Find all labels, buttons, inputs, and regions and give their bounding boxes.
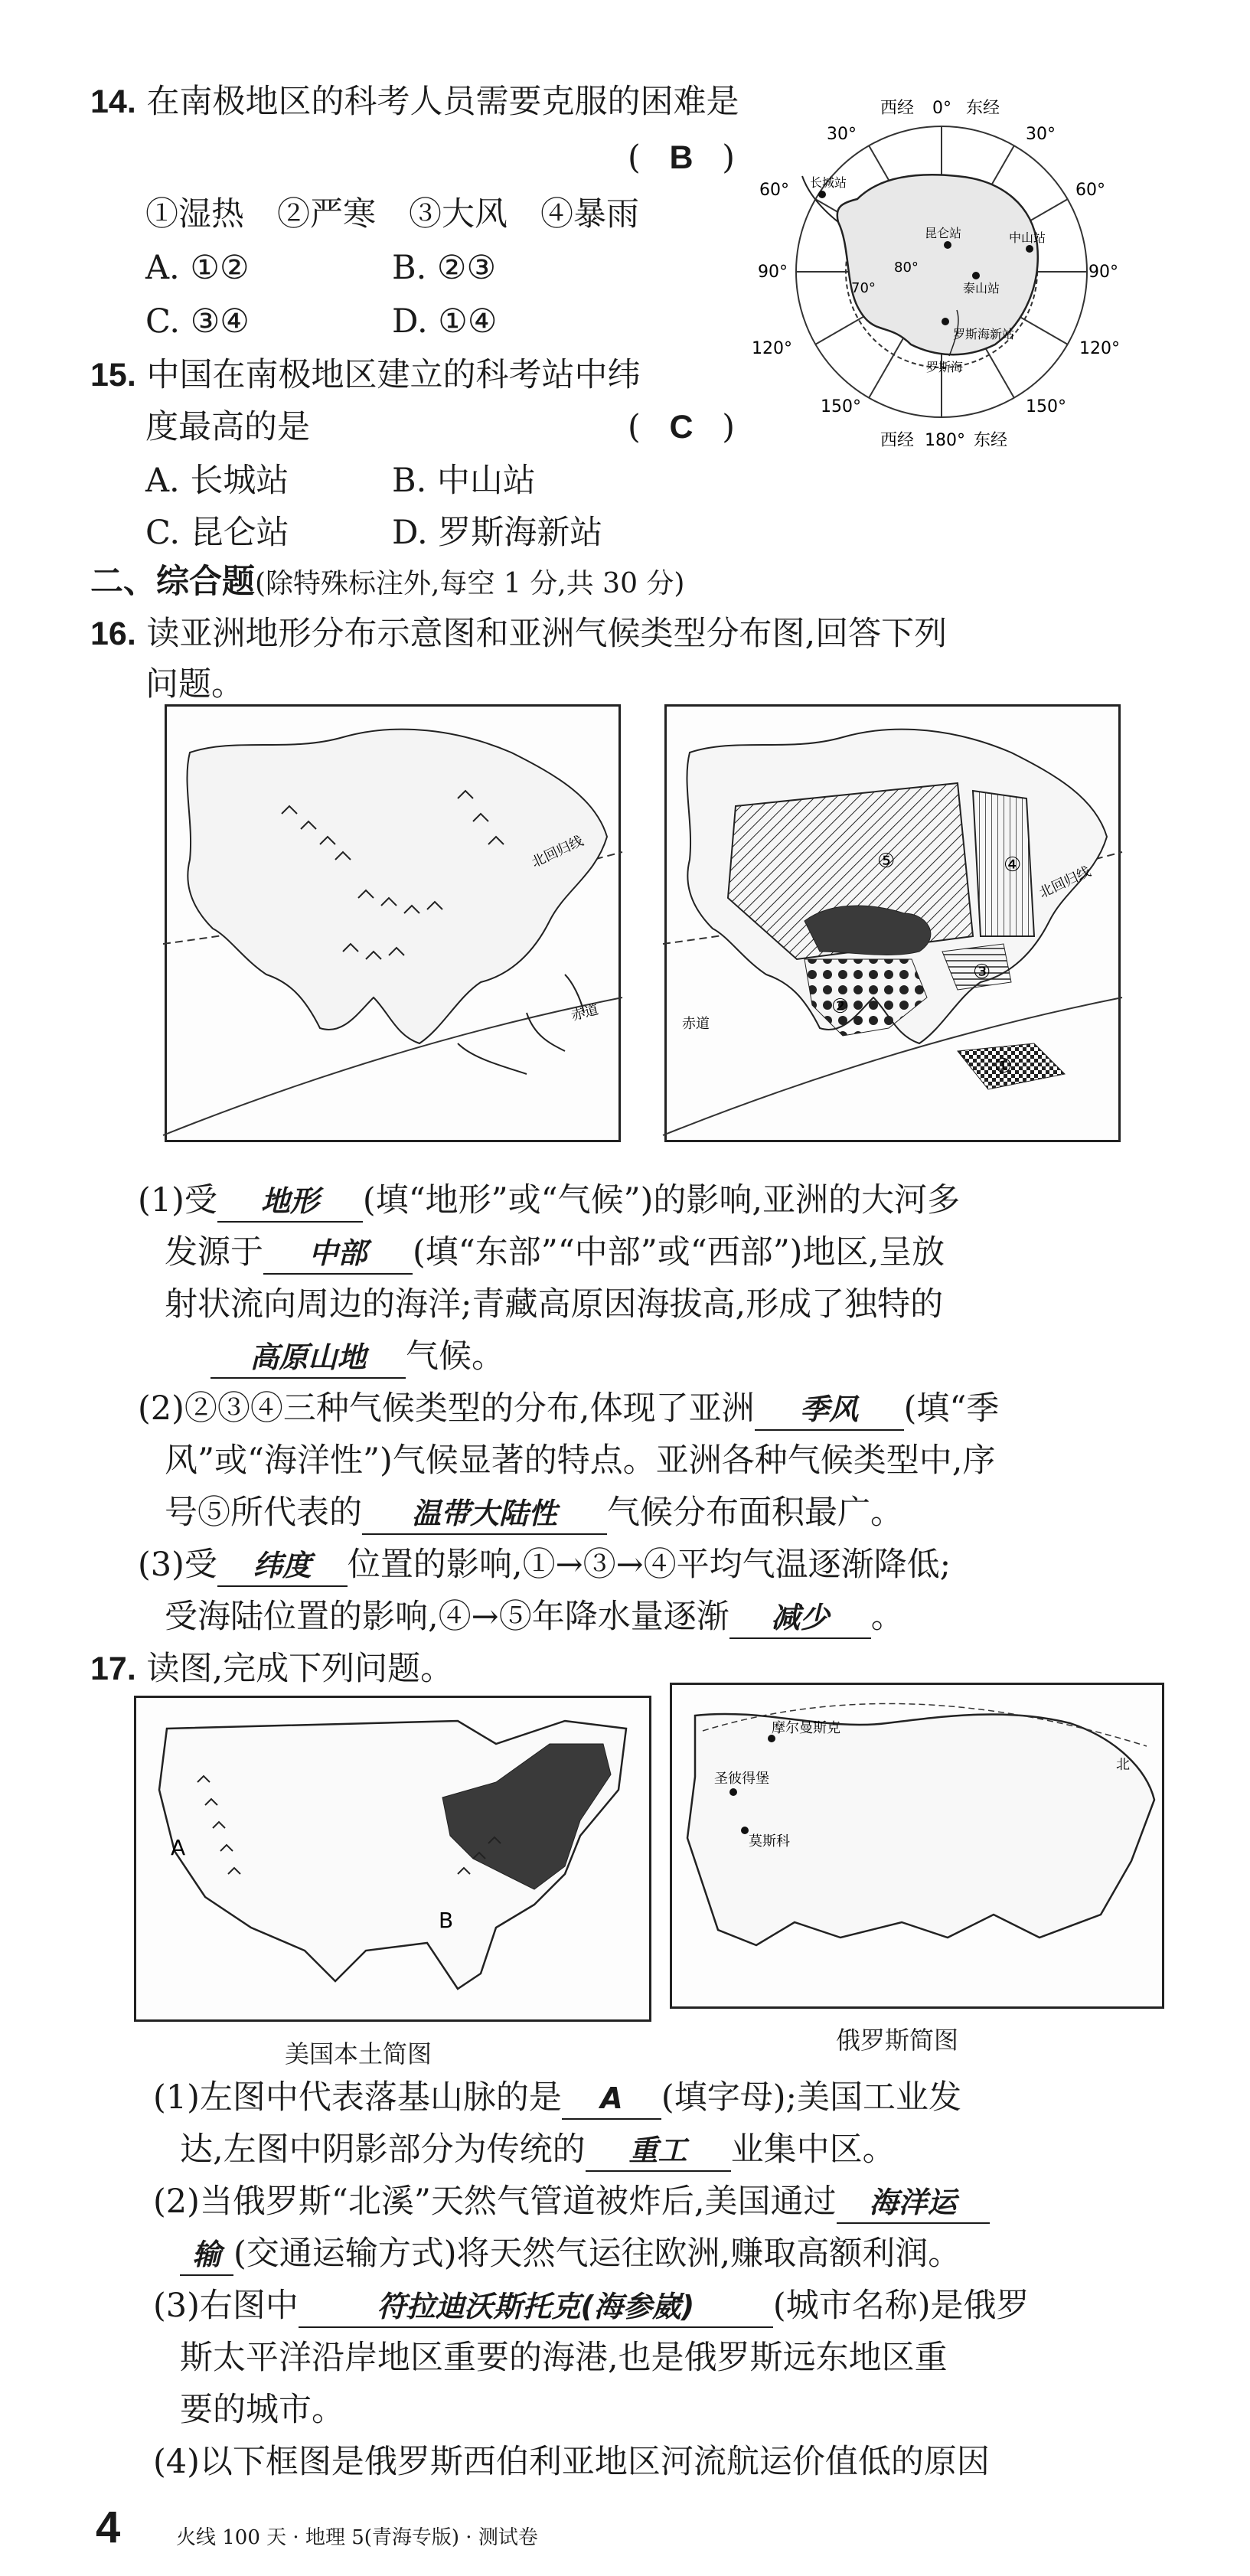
q16-p1-line3: 射状流向周边的海洋;青藏高原因海拔高,形成了独特的 — [165, 1285, 944, 1324]
q17-p1-answer-1: A — [562, 2078, 661, 2120]
russia-outline — [687, 1714, 1154, 1945]
q15-option-c: C. 昆仑站 — [145, 514, 289, 552]
label-90e: 90° — [1088, 263, 1118, 282]
q16-p1-line1: (1)受 地形 (填“地形”或“气候”)的影响,亚洲的大河多 — [138, 1179, 960, 1223]
russia-map-caption: 俄罗斯简图 — [836, 2026, 959, 2055]
q17-p3-line2: 斯太平洋沿岸地区重要的海港,也是俄罗斯远东地区重 — [180, 2339, 948, 2377]
usa-map-caption: 美国本土简图 — [285, 2039, 432, 2068]
changcheng-station-marker — [818, 191, 826, 198]
q16-stem-2: 问题。 — [145, 665, 244, 704]
label-luosihai-station: 罗斯海新站 — [953, 327, 1015, 341]
label-60e: 60° — [1075, 181, 1105, 200]
label-30w: 30° — [827, 125, 857, 144]
q17-p3-answer-1: 符拉迪沃斯托克(海参崴) — [299, 2287, 773, 2328]
page-number: 4 — [96, 2503, 121, 2552]
climate-marker-2: ② — [831, 995, 850, 1018]
q16-number: 16. — [90, 615, 136, 652]
q14-items: ①湿热 ②严寒 ③大风 ④暴雨 — [145, 195, 639, 233]
label-north: 北 — [1116, 1757, 1130, 1773]
climate-marker-5: ⑤ — [877, 850, 896, 873]
label-stpetersburg: 圣彼得堡 — [714, 1771, 769, 1787]
q15-stem-2: 度最高的是 — [145, 408, 310, 446]
usa-map — [134, 1696, 651, 2022]
q15-option-a: A. 长城站 — [145, 462, 289, 500]
q17-number: 17. — [90, 1650, 136, 1687]
q16-p2-answer-1: 季风 — [755, 1389, 904, 1431]
usa-label-b: B — [439, 1908, 454, 1933]
asia-climate-map — [664, 704, 1121, 1142]
q17-p1-answer-2: 重工 — [586, 2130, 731, 2172]
moscow-marker — [741, 1827, 749, 1834]
q16-p2-line1: (2)②③④三种气候类型的分布,体现了亚洲 季风 (填“季 — [138, 1387, 999, 1431]
q16-p1-line2: 发源于 中部 (填“东部”“中部”或“西部”)地区,呈放 — [165, 1231, 945, 1275]
q14-answer-paren: ( B ) — [628, 139, 735, 177]
label-ross-sea: 罗斯海 — [926, 360, 964, 374]
q17-p2-answer-1a: 海洋运 — [837, 2183, 990, 2224]
usa-label-a: A — [171, 1835, 186, 1860]
section2-note: (除特殊标注外,每空 1 分,共 30 分) — [255, 568, 685, 599]
label-180deg: 180° — [925, 431, 965, 450]
asia-terrain-map — [165, 704, 621, 1142]
q14-option-a: A. ①② — [145, 249, 250, 287]
q14-number: 14. — [90, 83, 136, 120]
q17-p2-answer-1b: 输 — [180, 2235, 233, 2276]
section2-heading — [90, 560, 684, 606]
q17-p1-line1: (1)左图中代表落基山脉的是 A (填字母);美国工业发 — [153, 2076, 961, 2120]
q16-stem-line1 — [90, 612, 947, 655]
label-west-top: 西经 — [880, 99, 915, 118]
label-east-bottom: 东经 — [974, 431, 1008, 450]
label-equator-right: 赤道 — [682, 1016, 710, 1032]
q16-p2-line2: 风”或“海洋性”)气候显著的特点。亚洲各种气候类型中,序 — [165, 1441, 996, 1480]
q14-option-c: C. ③④ — [145, 302, 250, 341]
label-zhongshan-station: 中山站 — [1009, 230, 1046, 245]
antarctica-polar-map — [752, 92, 1120, 452]
asia-landmass — [187, 730, 607, 1043]
q16-p3-answer-1: 纬度 — [217, 1546, 348, 1587]
climate-marker-1: ① — [994, 1055, 1013, 1078]
label-moscow: 莫斯科 — [749, 1833, 790, 1850]
q16-p3-line2: 受海陆位置的影响,④→⑤年降水量逐渐 减少 。 — [165, 1595, 904, 1639]
luosihai-station-marker — [942, 318, 949, 325]
label-tropic-left: 北回归线 — [529, 833, 586, 871]
q16-p2-answer-2: 温带大陆性 — [362, 1494, 607, 1535]
climate-marker-3: ③ — [973, 961, 991, 984]
label-kunlun-station: 昆仑站 — [925, 226, 962, 240]
q17-p3-line3: 要的城市。 — [180, 2391, 344, 2429]
stpetersburg-marker — [729, 1788, 737, 1796]
label-lat80: 80° — [894, 260, 919, 276]
q16-p2-line3: 号⑤所代表的 温带大陆性 气候分布面积最广。 — [165, 1491, 903, 1535]
q15-option-d: D. 罗斯海新站 — [392, 514, 603, 552]
label-tropic-right: 北回归线 — [1036, 864, 1094, 902]
q17-p2-line1: (2)当俄罗斯“北溪”天然气管道被炸后,美国通过 海洋运 — [153, 2180, 990, 2224]
taishan-station-marker — [972, 272, 980, 279]
q16-stem-1: 读亚洲地形分布示意图和亚洲气候类型分布图,回答下列 — [146, 615, 948, 653]
q16-p3-line1: (3)受 纬度 位置的影响,①→③→④平均气温逐渐降低; — [138, 1543, 951, 1587]
q17-p2-line2: 输 (交通运输方式)将天然气运往欧洲,赚取高额利润。 — [180, 2232, 961, 2276]
q14-answer: B — [669, 139, 694, 176]
label-0deg: 0° — [932, 99, 951, 118]
q17-p3-line1: (3)右图中 符拉迪沃斯托克(海参崴) (城市名称)是俄罗 — [153, 2284, 1029, 2328]
kunlun-station-marker — [944, 241, 951, 249]
label-120e: 120° — [1079, 339, 1120, 358]
q17-p1-line2: 达,左图中阴影部分为传统的 重工 业集中区。 — [180, 2128, 896, 2172]
climate-marker-4: ④ — [1004, 854, 1022, 877]
label-west-bottom: 西经 — [880, 431, 915, 450]
section2-title: 二、综合题 — [90, 563, 255, 601]
q15-answer-paren: ( C ) — [628, 408, 735, 446]
label-30e: 30° — [1026, 125, 1056, 144]
russia-map — [670, 1683, 1164, 2009]
q16-p3-answer-2: 减少 — [729, 1598, 871, 1639]
q15-answer: C — [669, 409, 694, 446]
q17-stem-line — [90, 1647, 453, 1690]
q15-stem-line1 — [90, 354, 640, 397]
islands-outline — [458, 975, 584, 1074]
q15-number: 15. — [90, 357, 136, 393]
q17-stem: 读图,完成下列问题。 — [146, 1650, 454, 1688]
q16-p1-answer-3: 高原山地 — [211, 1337, 406, 1379]
label-90w: 90° — [758, 263, 788, 282]
q16-p1-answer-2: 中部 — [263, 1233, 413, 1275]
label-120w: 120° — [752, 339, 792, 358]
q14-option-d: D. ①④ — [392, 302, 498, 341]
label-taishan-station: 泰山站 — [963, 281, 1000, 295]
label-east-top: 东经 — [966, 99, 1000, 118]
label-150e: 150° — [1026, 397, 1066, 416]
label-changcheng-station: 长城站 — [810, 175, 847, 190]
q14-stem-line — [90, 80, 739, 123]
label-murmansk: 摩尔曼斯克 — [772, 1720, 840, 1736]
zhongshan-station-marker — [1026, 245, 1033, 253]
q14-option-b: B. ②③ — [392, 249, 497, 287]
label-150w: 150° — [821, 397, 861, 416]
q17-p4-line1: (4)以下框图是俄罗斯西伯利亚地区河流航运价值低的原因 — [153, 2443, 990, 2481]
q16-p1-answer-1: 地形 — [217, 1181, 363, 1223]
q15-option-b: B. 中山站 — [392, 462, 536, 500]
footer-text: 火线 100 天 · 地理 5(青海专版) · 测试卷 — [176, 2526, 538, 2549]
q15-stem-1: 中国在南极地区建立的科考站中纬 — [146, 356, 641, 394]
label-equator-left: 赤道 — [569, 1001, 601, 1024]
q14-stem: 在南极地区的科考人员需要克服的困难是 — [146, 83, 739, 121]
q16-p1-line4: 高原山地 气候。 — [211, 1335, 504, 1379]
label-60w: 60° — [759, 181, 789, 200]
label-lat70: 70° — [851, 280, 876, 296]
